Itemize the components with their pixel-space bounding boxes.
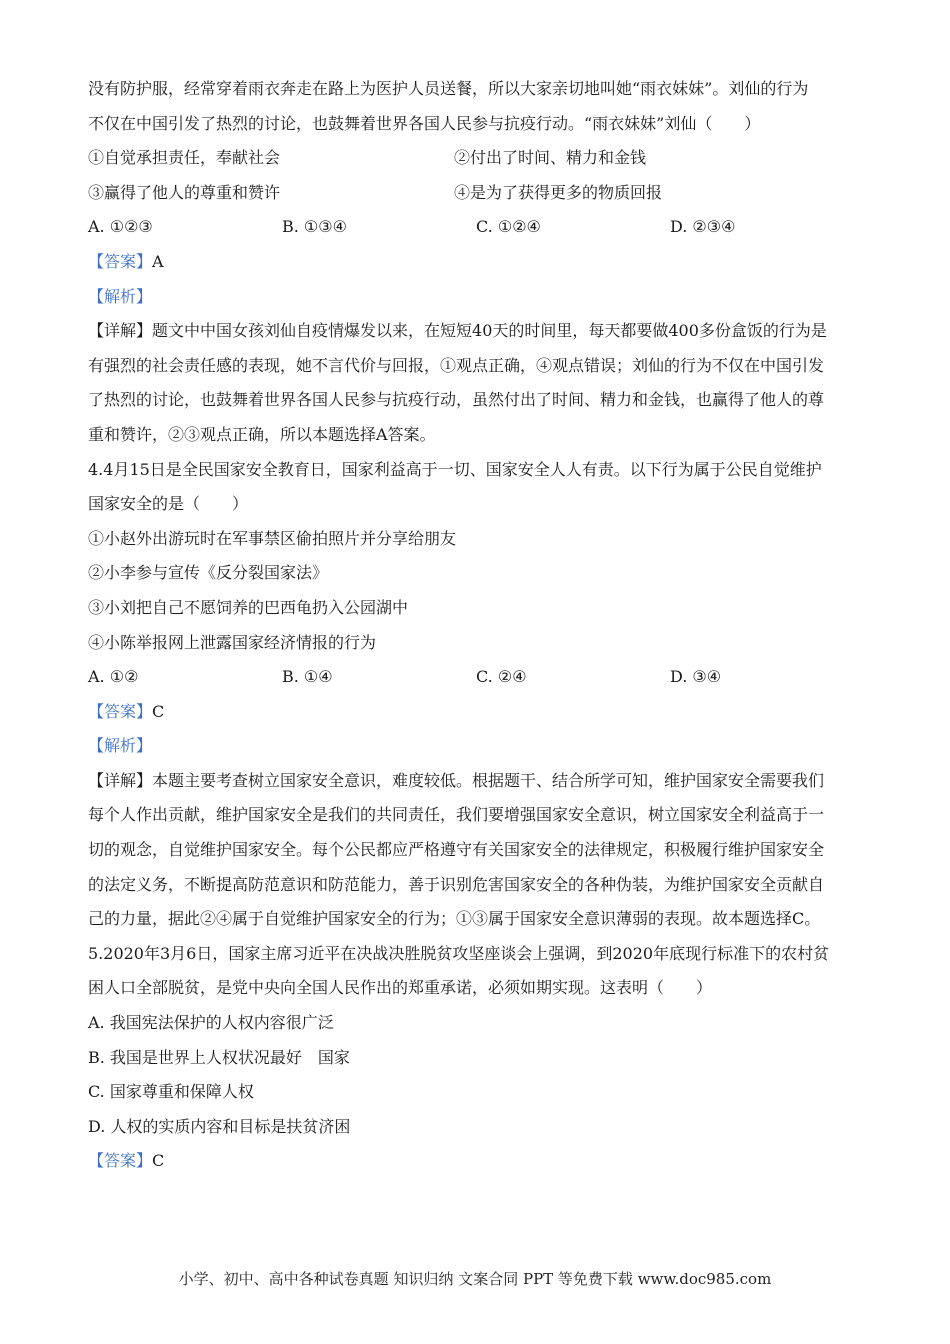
q4-options bbox=[88, 660, 868, 695]
q3-analysis bbox=[88, 280, 868, 315]
q3-item-1: ①自觉承担责任，奉献社会 bbox=[88, 148, 281, 168]
detail-text: 本题主要考查树立国家安全意识，难度较低。根据题干、结合所学可知，维护国家安全需要我们 bbox=[152, 770, 825, 790]
answer-value: C bbox=[152, 1151, 165, 1171]
q3-option-b: B. ①③④ bbox=[282, 217, 347, 237]
q4-detail-line-1 bbox=[88, 764, 868, 799]
document-body bbox=[88, 72, 868, 1179]
q5-stem-line-1: 5.2020年3月6日，国家主席习近平在决战决胜脱贫攻坚座谈会上强调，到2020年底现行标准下的农村贫 bbox=[88, 943, 830, 963]
q3-option-a: A. ①②③ bbox=[88, 217, 153, 237]
q3-detail-line-1 bbox=[88, 314, 868, 349]
answer-tag: 【答案】 bbox=[88, 251, 153, 271]
q4-item-2: ②小李参与宣传《反分裂国家法》 bbox=[88, 563, 329, 583]
answer-value: C bbox=[152, 701, 165, 721]
detail-tag: 【详解】 bbox=[88, 321, 153, 341]
page-footer: 小学、初中、高中各种试卷真题 知识归纳 文案合同 PPT 等免费下载 www.doc985.com bbox=[178, 1270, 772, 1288]
q4-analysis bbox=[88, 729, 868, 764]
answer-value: A bbox=[152, 251, 164, 271]
q4-option-d: D. ③④ bbox=[670, 667, 722, 687]
q4-detail-line-2: 每个人作出贡献，维护国家安全是我们的共同责任，我们要增强国家安全意识，树立国家安全利益高于一 bbox=[88, 805, 825, 825]
q3-item-2: ②付出了时间、精力和金钱 bbox=[454, 148, 647, 168]
q3-options bbox=[88, 210, 868, 245]
q4-item-4: ④小陈举报网上泄露国家经济情报的行为 bbox=[88, 632, 377, 652]
q3-answer bbox=[88, 245, 868, 280]
q4-option-c: C. ②④ bbox=[476, 667, 527, 687]
q5-stem-line-2: 困人口全部脱贫，是党中央向全国人民作出的郑重承诺，必须如期实现。这表明（ ） bbox=[88, 978, 713, 998]
answer-tag: 【答案】 bbox=[88, 1151, 153, 1171]
q4-item-3: ③小刘把自己不愿饲养的巴西龟扔入公园湖中 bbox=[88, 597, 409, 617]
q5-answer bbox=[88, 1144, 868, 1179]
q3-item-3: ③赢得了他人的尊重和赞许 bbox=[88, 182, 281, 202]
q4-detail-line-4: 的法定义务，不断提高防范意识和防范能力，善于识别危害国家安全的各种伪装，为维护国家安全贡献自 bbox=[88, 874, 825, 894]
q3-detail-line-3: 了热烈的讨论，也鼓舞着世界各国人民参与抗疫行动，虽然付出了时间、精力和金钱，也赢得了他人的尊 bbox=[88, 390, 825, 410]
q4-stem-line-2: 国家安全的是（ ） bbox=[88, 494, 249, 514]
q4-detail-line-3: 切的观念，自觉维护国家安全。每个公民都应严格遵守有关国家安全的法律规定，积极履行维护国家安全 bbox=[88, 840, 825, 860]
q4-option-b: B. ①④ bbox=[282, 667, 333, 687]
detail-tag: 【详解】 bbox=[88, 770, 153, 790]
q5-option-a: A. 我国宪法保护的人权内容很广泛 bbox=[88, 1013, 334, 1033]
q3-stem-line-2: 不仅在中国引发了热烈的讨论，也鼓舞着世界各国人民参与抗疫行动。“雨衣妹妹”刘仙（ ） bbox=[88, 113, 761, 133]
answer-tag: 【答案】 bbox=[88, 701, 153, 721]
q3-detail-line-2: 有强烈的社会责任感的表现，她不言代价与回报，①观点正确，④观点错误；刘仙的行为不仅在中国引发 bbox=[88, 355, 825, 375]
q3-option-c: C. ①②④ bbox=[476, 217, 541, 237]
detail-text: 题文中中国女孩刘仙自疫情爆发以来，在短短40天的时间里，每天都要做400多份盒饭的行为是 bbox=[152, 321, 827, 341]
q5-option-c: C. 国家尊重和保障人权 bbox=[88, 1082, 254, 1102]
q4-detail-line-5: 己的力量，据此②④属于自觉维护国家安全的行为；①③属于国家安全意识薄弱的表现。故本题选择C。 bbox=[88, 909, 821, 929]
q5-option-d: D. 人权的实质内容和目标是扶贫济困 bbox=[88, 1116, 351, 1136]
q4-stem-line-1: 4.4月15日是全民国家安全教育日，国家利益高于一切、国家安全人人有责。以下行为属于公民自觉维护 bbox=[88, 459, 822, 479]
analysis-tag: 【解析】 bbox=[88, 736, 153, 756]
q3-detail-line-4: 重和赞许，②③观点正确，所以本题选择A答案。 bbox=[88, 424, 436, 444]
q4-option-a: A. ①② bbox=[88, 667, 139, 687]
q4-answer bbox=[88, 695, 868, 730]
analysis-tag: 【解析】 bbox=[88, 286, 153, 306]
q3-option-d: D. ②③④ bbox=[670, 217, 736, 237]
q5-option-b: B. 我国是世界上人权状况最好 国家 bbox=[88, 1047, 350, 1067]
q4-item-1: ①小赵外出游玩时在军事禁区偷拍照片并分享给朋友 bbox=[88, 528, 457, 548]
q3-items-row-1 bbox=[88, 141, 868, 176]
q3-item-4: ④是为了获得更多的物质回报 bbox=[454, 182, 663, 202]
q3-items-row-2 bbox=[88, 176, 868, 211]
q3-stem-line-1: 没有防护服，经常穿着雨衣奔走在路上为医护人员送餐，所以大家亲切地叫她“雨衣妹妹”。刘仙的行为 bbox=[88, 79, 809, 98]
